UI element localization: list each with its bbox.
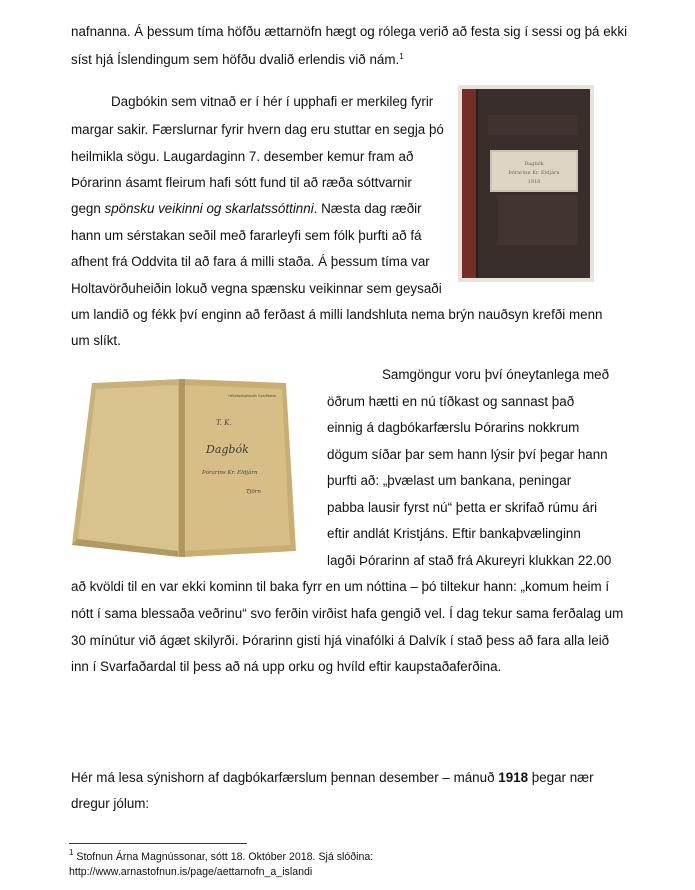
cover-label-line-2: Þórarinn Kr. Eldjárn [508, 170, 560, 176]
page-initials: T. K. [216, 419, 232, 427]
bold-year: 1918 [498, 770, 529, 785]
paragraph-2-line-10: um slíkt. [71, 333, 121, 348]
paragraph-2-line-2: margar sakir. Færslurnar fyrir hvern dag eru stuttar en segja þó [71, 122, 444, 137]
page-place-handwritten: Tjörn [246, 489, 261, 495]
paragraph-1-line-2: síst hjá Íslendingum sem höfðu dvalið erlendis við nám.$^1$ [71, 52, 404, 67]
archive-stamp: Héraðsskjalasafn Svarfdæla [228, 394, 276, 398]
diary-cover-photo [458, 85, 594, 282]
paragraph-2-line-3: heilmikla sögu. Laugardaginn 7. desember kemur fram að [71, 149, 414, 164]
paragraph-3-line-9: að kvöldi til en var ekki kominn til baka fyrr en um nóttina – þó tiltekur hann: „komum heim í [71, 579, 610, 594]
paragraph-3-line-7: eftir andlát Kristjáns. Eftir bankaþvælinginn [327, 526, 581, 541]
page-name-handwritten: Þórarins Kr. Eldjárn [202, 470, 258, 476]
paragraph-3-line-11: 30 mínútur við ágæt skilyrði. Þórarinn gisti hjá vinafólki á Dalvík í stað þess að fara alla leið [71, 633, 610, 648]
cover-label-line-1: Dagbók [524, 161, 544, 167]
paragraph-3-line-8: lagði Þórarinn af stað frá Akureyri klukkan 22.00 [327, 553, 612, 568]
paragraph-3-line-3: einnig á dagbókarfærslu Þórarins nokkrum [327, 420, 580, 435]
paragraph-3-line-2: öðrum hætti en nú tíðkast og sannast það [327, 394, 575, 409]
footnote-marker: 1 [69, 848, 74, 857]
paragraph-3-line-12: inn í Svarfaðardal til þess að ná upp orku og hvíld eftir kaupstaðaferðina. [71, 659, 502, 674]
paragraph-2-line-9: um landið og fékk því enginn að ferðast á milli landshluta nema brýn nauðsyn krefði menn [71, 307, 603, 322]
paragraph-4-line-1: Hér má lesa sýnishorn af dagbókarfærslum þennan desember – mánuð 1918 þegar nær [71, 770, 594, 785]
paragraph-3-line-6: pabba lausir fyrst nú“ þetta er skrifað rúmu ári [327, 500, 598, 515]
paragraph-4-line-2: dregur jólum: [71, 796, 150, 811]
paragraph-2-line-7: afhent frá Oddvita til að fara á milli staða. Á þessum tíma var [71, 254, 430, 269]
open-diary-photo [66, 373, 298, 561]
paragraph-3-line-10: nótt í sama blessaða veðrinu“ svo ferðin virðist hafa gengið vel. Í dag tekur sama ferðalag um [71, 606, 624, 621]
paragraph-2-line-4: Þórarinn ásamt fleirum hafi sótt fund til að ræða sóttvarnir [71, 175, 412, 190]
italic-diseases: spönsku veikinni og skarlatssóttinni [104, 201, 314, 216]
paragraph-2-line-1: Dagbókin sem vitnað er í hér í upphafi er merkileg fyrir [111, 94, 434, 109]
paragraph-3-line-1: Samgöngur voru því óneytanlega með [382, 367, 610, 382]
footnote-url[interactable]: http://www.arnastofnun.is/page/aettarnofn_a_islandi [69, 866, 313, 878]
paragraph-2-line-5: gegn spönsku veikinni og skarlatssóttinni. Næsta dag ræðir [71, 201, 422, 216]
cover-label-line-3: 1918 [527, 179, 541, 185]
paragraph-2-line-8: Holtavörðuheiðin lokuð vegna spænsku veikinnar sem geysaði [71, 281, 442, 296]
footnote-separator [69, 843, 247, 844]
paragraph-3-line-4: dögum síðar þar sem hann lýsir því þegar hann [327, 447, 608, 462]
footnote-reference[interactable]: 1 [399, 52, 404, 61]
paragraph-1-line-1: nafnanna. Á þessum tíma höfðu ættarnöfn hægt og rólega verið að festa sig í sessi og þá ekki [71, 24, 628, 39]
paragraph-2-line-6: hann um sérstakan seðil með fararleyfi sem fólk þurfti að fá [71, 228, 422, 243]
footnote-line-1: $^1$ Stofnun Árna Magnússonar, sótt 18. Október 2018. Sjá slóðina: [69, 848, 374, 863]
page-title-handwritten: Dagbók [206, 443, 249, 456]
paragraph-3-line-5: þurfti að: „þvælast um bankana, peningar [327, 473, 572, 488]
